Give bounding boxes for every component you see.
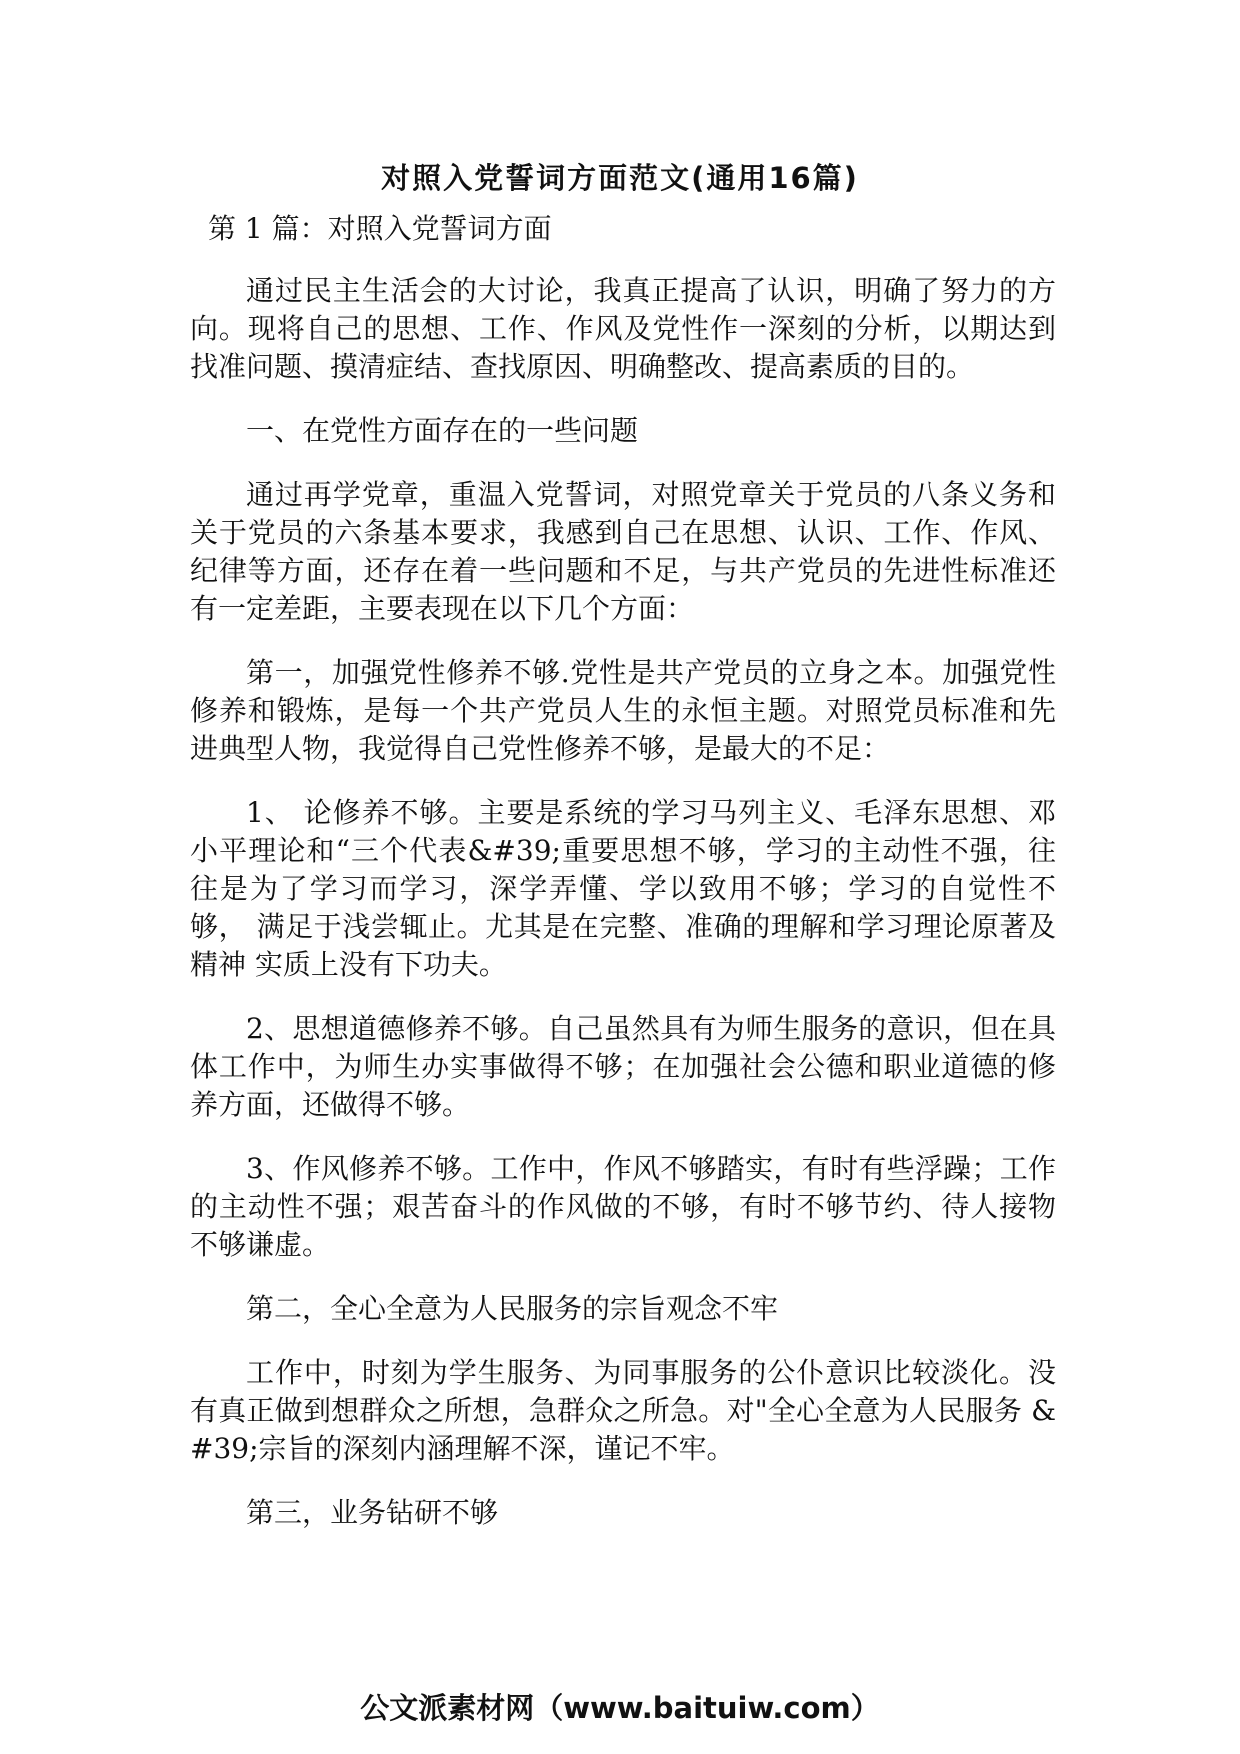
paragraph-item-3: 3、作风修养不够。工作中，作风不够踏实，有时有些浮躁；工作的主动性不强；艰苦奋斗的作风做的不够，有时不够节约、待人接物不够谦虚。 (190, 1152, 1056, 1261)
paragraph-intro: 通过民主生活会的大讨论，我真正提高了认识，明确了努力的方向。现将自己的思想、工作、作风及党性作一深刻的分析，以期达到找准问题、摸清症结、查找原因、明确整改、提高素质的目的。 (190, 274, 1056, 383)
section-heading: 第 1 篇：对照入党誓词方面 (208, 212, 552, 245)
document-title: 对照入党誓词方面范文(通用16篇) (381, 161, 859, 195)
paragraph-item-2: 2、思想道德修养不够。自己虽然具有为师生服务的意识，但在具体工作中，为师生办实事做得不够；在加强社会公德和职业道德的修养方面，还做得不够。 (190, 1012, 1056, 1121)
paragraph-third-point: 第三，业务钻研不够 (246, 1496, 499, 1529)
paragraph-party-charter: 通过再学党章，重温入党誓词，对照党章关于党员的八条义务和关于党员的六条基本要求，我感到自己在思想、认识、工作、作风、纪律等方面，还存在着一些问题和不足，与共产党员的先进性标准还有一定差距，主要表现在以下几个方面： (190, 478, 1056, 625)
document-body (190, 210, 1056, 1558)
paragraph-second-point: 第二，全心全意为人民服务的宗旨观念不牢 (246, 1292, 779, 1325)
paragraph-item-1: 1、 论修养不够。主要是系统的学习马列主义、毛泽东思想、邓 小平理论和“三个代表&#39;重要思想不够，学习的主动性不强，往 往是为了学习而学习，深学弄懂、学以致用不够；学习的自觉性不够， 满足于浅尝辄止。尤其是在完整、准确的理解和学习理论原著及精神 实质上没有下功夫。 (190, 796, 1056, 981)
site-footer: 公文派素材网（www.baituiw.com） (360, 1691, 880, 1725)
paragraph-service-awareness: 工作中，时刻为学生服务、为同事服务的公仆意识比较淡化。没 有真正做到想群众之所想，急群众之所急。对"全心全意为人民服务 &#39;宗旨的深刻内涵理解不深，谨记不牢。 (190, 1356, 1056, 1465)
paragraph-heading-party-spirit: 一、在党性方面存在的一些问题 (246, 414, 639, 447)
paragraph-first-point: 第一，加强党性修养不够.党性是共产党员的立身之本。加强党性修养和锻炼，是每一个共产党员人生的永恒主题。对照党员标准和先进典型人物，我觉得自己党性修养不够，是最大的不足： (190, 656, 1056, 765)
